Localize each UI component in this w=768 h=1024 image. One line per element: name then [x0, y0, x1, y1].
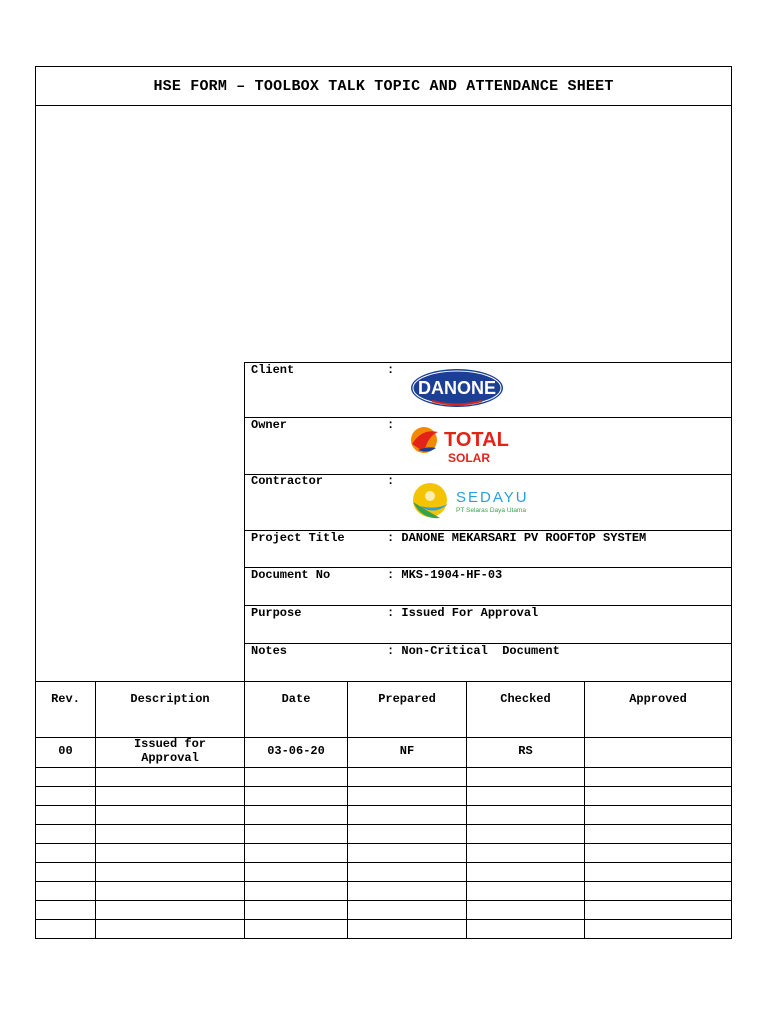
row-prepared: NF — [399, 744, 415, 758]
form-title: HSE FORM – TOOLBOX TALK TOPIC AND ATTENDANCE SHEET — [153, 78, 614, 95]
header-prepared: Prepared — [378, 692, 436, 706]
revision-col-divider — [584, 681, 585, 939]
row-date: 03-06-20 — [267, 744, 325, 758]
project-title-label: Project Title — [251, 531, 345, 545]
revision-col-divider — [95, 681, 96, 939]
client-label: Client — [251, 363, 295, 377]
revision-row-divider — [35, 843, 732, 844]
revision-col-divider — [244, 681, 245, 939]
notes-value: : Non-Critical Document — [387, 644, 560, 658]
revision-row-divider — [35, 786, 732, 787]
header-date: Date — [281, 692, 311, 706]
revision-table-top — [35, 681, 732, 682]
sedayu-logo — [410, 480, 540, 522]
purpose-label: Purpose — [251, 606, 302, 620]
header-description: Description — [130, 692, 210, 706]
form-frame — [35, 66, 732, 939]
revision-row-divider — [35, 805, 732, 806]
sedayu-logo-subtext: PT Selaras Daya Utama — [456, 507, 526, 514]
header-approved: Approved — [629, 692, 687, 706]
sedayu-logo-text: SEDAYU — [456, 489, 529, 506]
title-divider — [35, 105, 732, 106]
header-rev: Rev. — [51, 692, 80, 706]
danone-logo — [410, 368, 504, 408]
revision-col-divider — [466, 681, 467, 939]
revision-row-divider — [35, 900, 732, 901]
row-description: Issued for Approval — [133, 737, 206, 765]
purpose-value: : Issued For Approval — [387, 606, 539, 620]
owner-colon: : — [387, 418, 395, 432]
revision-col-divider — [347, 681, 348, 939]
solar-logo-text: SOLAR — [448, 451, 490, 465]
document-no-value: : MKS-1904-HF-03 — [387, 568, 503, 582]
document-no-label: Document No — [251, 568, 331, 582]
revision-row-divider — [35, 824, 732, 825]
revision-row-divider — [35, 862, 732, 863]
contractor-colon: : — [387, 474, 395, 488]
revision-row-divider — [35, 919, 732, 920]
info-divider — [244, 417, 732, 418]
revision-row-divider — [35, 881, 732, 882]
revision-row-divider — [35, 767, 732, 768]
total-solar-logo — [408, 422, 528, 466]
client-colon: : — [387, 363, 395, 377]
owner-label: Owner — [251, 418, 288, 432]
row-checked: RS — [518, 744, 533, 758]
row-rev: 00 — [58, 744, 73, 758]
danone-logo-text: DANONE — [417, 378, 497, 398]
contractor-label: Contractor — [251, 474, 324, 488]
notes-label: Notes — [251, 644, 288, 658]
info-top-border — [244, 362, 732, 363]
header-checked: Checked — [500, 692, 551, 706]
project-title-value: : DANONE MEKARSARI PV ROOFTOP SYSTEM — [387, 531, 647, 545]
total-logo-text: TOTAL — [444, 429, 509, 451]
